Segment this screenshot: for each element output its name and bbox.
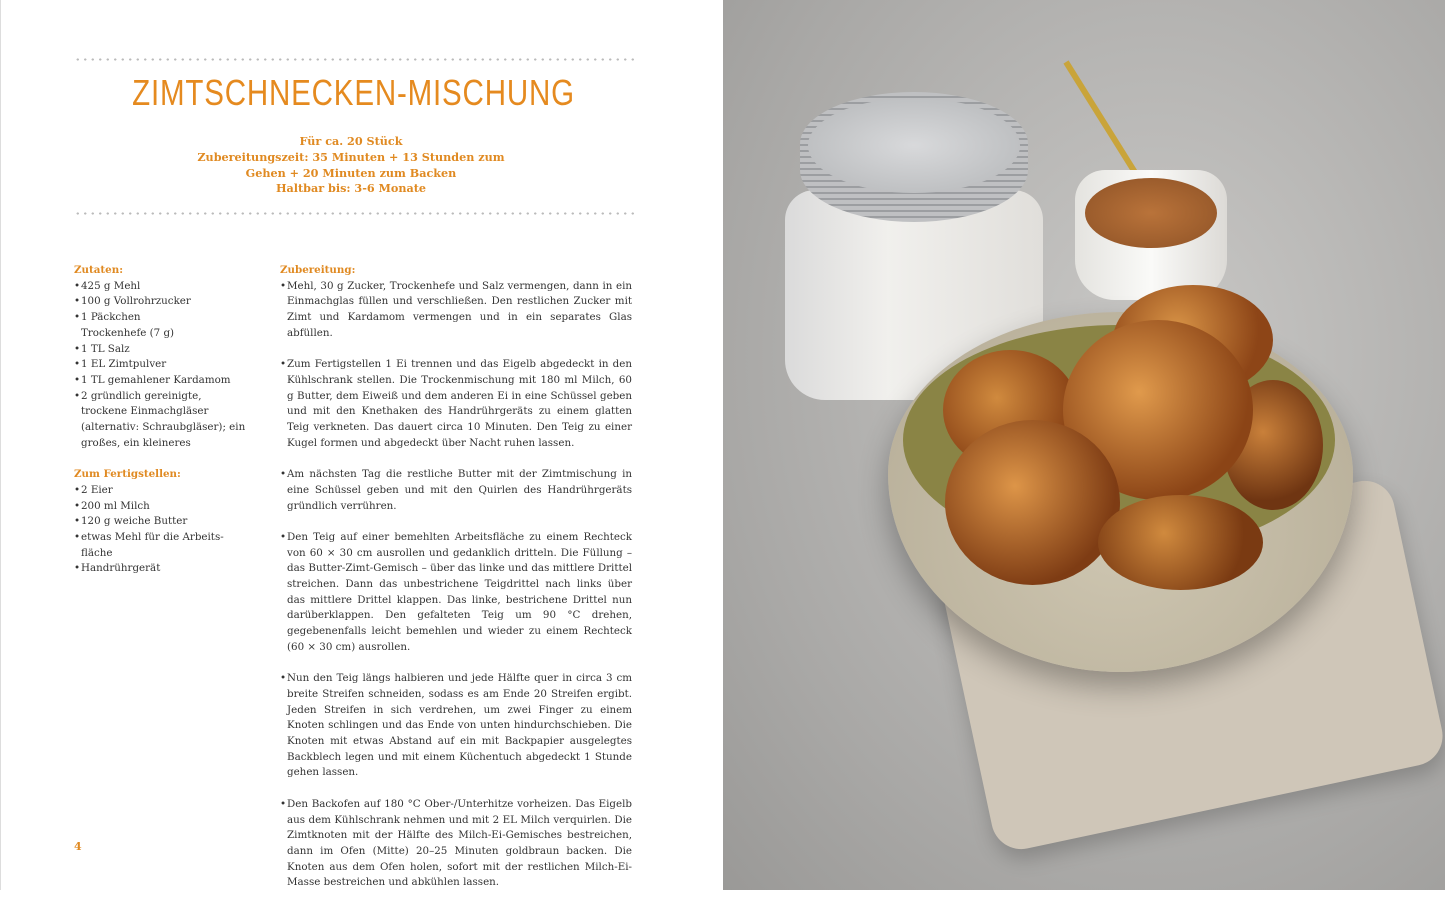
jar-lid-top	[808, 98, 1020, 193]
recipe-page	[0, 0, 723, 890]
finishing-item: • etwas Mehl für die Arbeitsfläche	[74, 530, 224, 561]
preparation-step: • Den Teig auf einer bemehlten Arbeitsfläche zu einem Rechteck von 60 × 30 cm ausrollen und gedanklich dritteln. Die Füllung – das Butter-Zimt-Gemisch – über das linke und das mittlere Drittel streichen. Dann das unbestrichene Teigdrittel nach links über das mittlere Drittel klappen. Das linke, bestrichene Drittel nun darüberklappen. Den gefalteten Teig um 90 °C drehen, gegebenenfalls leicht bemehlen und wieder zu einem Rechteck (60 × 30 cm) ausrollen.	[280, 530, 632, 656]
ingredient-item: • 1 TL gemahlener Kardamom	[74, 373, 246, 389]
preparation-step: • Zum Fertigstellen 1 Ei trennen und das Eigelb abgedeckt in den Kühlschrank stellen. Die Trockenmischung mit 180 ml Milch, 60 g Butter, dem Eiweiß und dem anderen Ei in eine Schüssel geben und mit den Knethaken des Handrührgeräts zu einem glatten Teig verkneten. Das dauert circa 10 Minuten. Den Teig zu einer Kugel formen und abgedeckt über Nacht ruhen lassen.	[280, 357, 632, 451]
shelf-life: Haltbar bis: 3-6 Monate	[275, 181, 427, 196]
bun	[945, 420, 1120, 585]
preparation-step: • Am nächsten Tag die restliche Butter mit der Zimtmischung in eine Schüssel geben und mit den Quirlen des Handrührgeräts gründlich verrühren.	[280, 467, 632, 514]
finishing-item: • 2 Eier	[74, 483, 246, 499]
finishing-item: • Handrührgerät	[74, 561, 246, 577]
ingredients-column	[74, 263, 246, 577]
bun	[1098, 495, 1263, 590]
ingredient-item: • 100 g Vollrohrzucker	[74, 294, 246, 310]
preparation-step: • Mehl, 30 g Zucker, Trockenhefe und Salz vermengen, dann in ein Einmachglas füllen und verschließen. Den restlichen Zucker mit Zimt und Kardamom vermengen und in ein separates Glas abfüllen.	[280, 279, 632, 342]
preparation-heading: Zubereitung:	[280, 264, 356, 276]
ingredient-item: • 2 gründlich gereinigte, trockene Einmachgläser (alternativ: Schraubgläser); ein großes, ein kleineres	[74, 389, 246, 452]
dotted-divider	[74, 212, 634, 215]
finishing-heading: Zum Fertigstellen:	[74, 468, 181, 481]
ingredients-heading: Zutaten:	[74, 264, 124, 276]
ingredient-item: • 1 EL Zimtpulver	[74, 357, 246, 373]
ingredient-item: • 1 Päckchen Trockenhefe (7 g)	[74, 310, 184, 341]
preparation-column	[280, 263, 632, 907]
ingredient-item: • 1 TL Salz	[74, 342, 246, 358]
ingredient-item: • 425 g Mehl	[74, 279, 246, 295]
preparation-step: • Nun den Teig längs halbieren und jede Hälfte quer in circa 3 cm breite Streifen schneiden, sodass es am Ende 20 Streifen ergibt. Jeden Streifen in sich verdrehen, um zwei Finger zu einem Knoten schlingen und das Ende von unten hindurchschieben. Die Knoten mit etwas Abstand auf ein mit Backpapier ausgelegtes Backblech legen und mit einem Küchentuch abgedeckt 1 Stunde gehen lassen.	[280, 671, 632, 781]
dotted-divider	[74, 58, 634, 61]
prep-time-line1: Zubereitungszeit: 35 Minuten + 13 Stunden zum	[197, 149, 505, 164]
recipe-meta	[61, 134, 641, 197]
finishing-item: • 200 ml Milch	[74, 499, 246, 515]
food-photo	[723, 0, 1445, 890]
page-number: 4	[74, 840, 82, 853]
cinnamon-powder	[1085, 178, 1217, 248]
finishing-item: • 120 g weiche Butter	[74, 514, 246, 530]
preparation-step: • Den Backofen auf 180 °C Ober-/Unterhitze vorheizen. Das Eigelb aus dem Kühlschrank nehmen und mit 2 EL Milch verquirlen. Die Zimtknoten mit der Hälfte des Milch-Ei-Gemisches bestreichen, dann im Ofen (Mitte) 20–25 Minuten goldbraun backen. Die Knoten aus dem Ofen holen, sofort mit der restlichen Milch-Ei-Masse bestreichen und abkühlen lassen.	[280, 797, 632, 891]
servings: Für ca. 20 Stück	[299, 134, 403, 148]
prep-time-line2: Gehen + 20 Minuten zum Backen	[245, 165, 457, 180]
recipe-title: ZIMTSCHNECKEN-MISCHUNG	[132, 72, 575, 113]
